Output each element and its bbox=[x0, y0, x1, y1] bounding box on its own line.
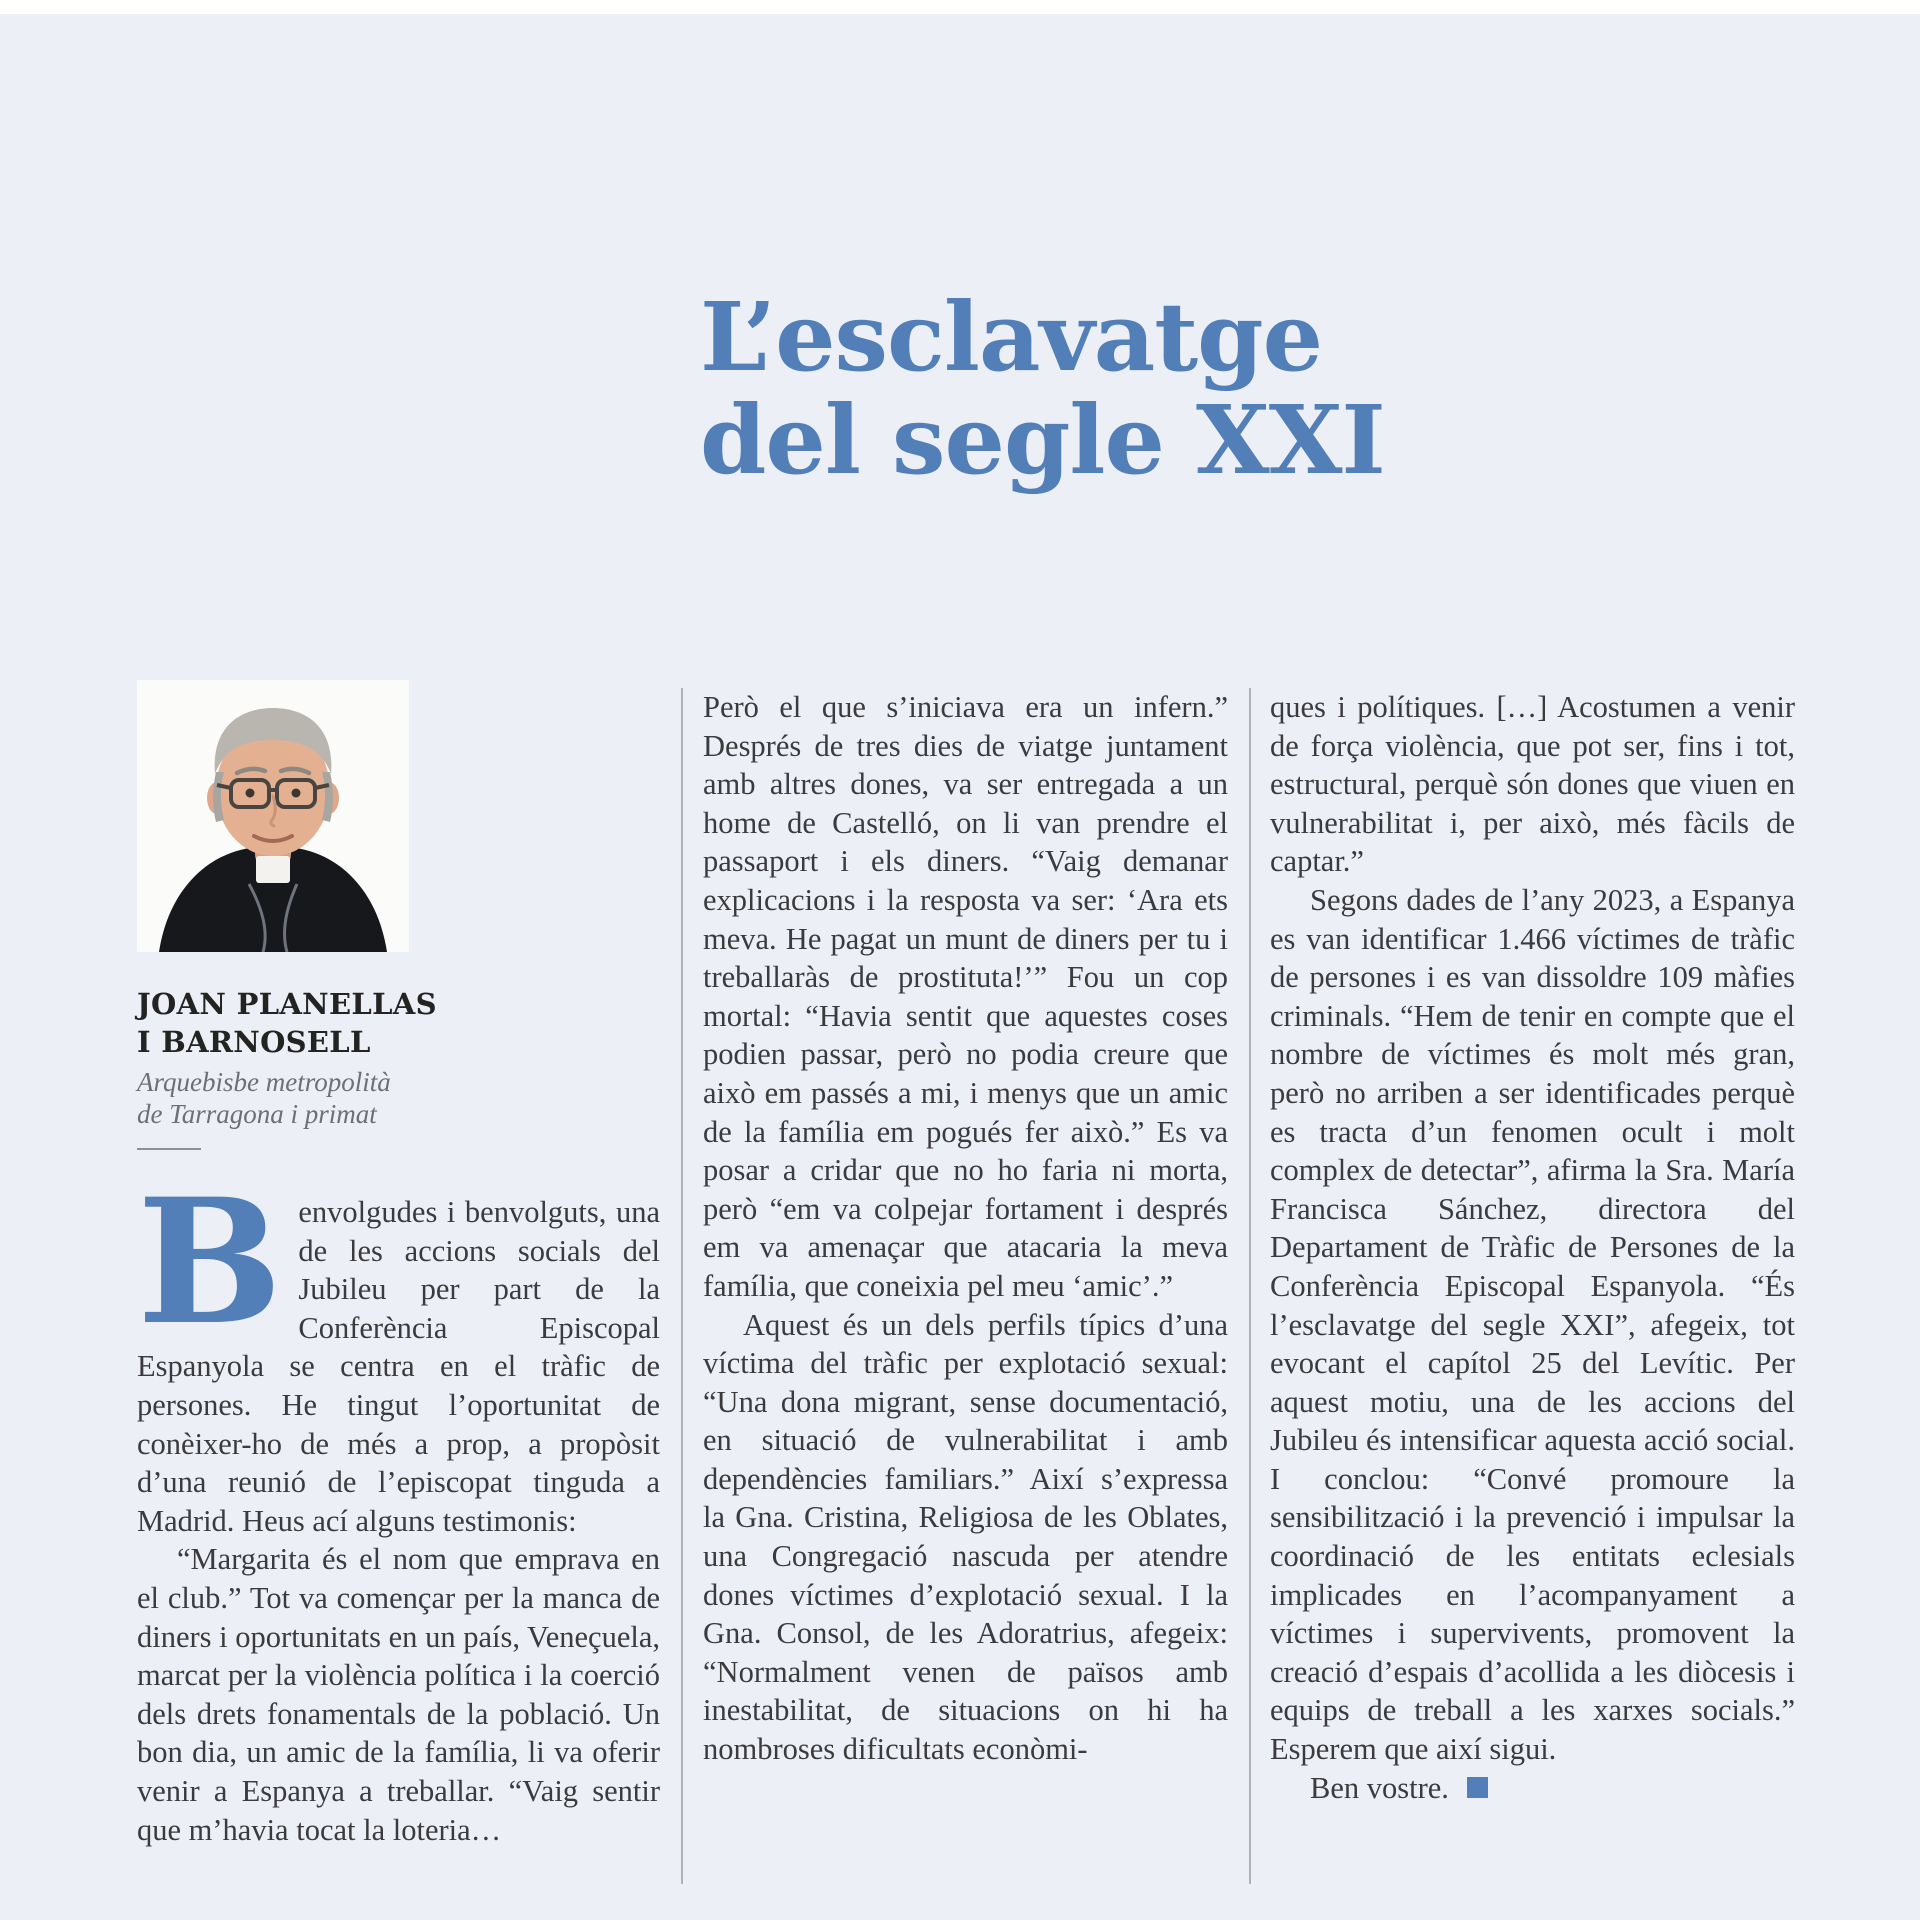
paragraph-testimony-start-text: “Margarita és el nom que emprava en el club.” Tot va començar per la manca de diners i oportunitats en un país, Veneçuela, marcat per la violència política i la coerció dels drets fonamentals de la població. Un bon dia, un amic de la família, li va oferir venir a Espanya a treballar. “Vaig sentir que m’havia tocat la loteria… bbox=[137, 1542, 660, 1847]
paragraph-victim-profile-text: Aquest és un dels perfils típics d’una víctima del tràfic per explotació sexual: “Una dona migrant, sense documentació, en situació de vulnerabilitat i amb dependències familiars.” Així s’expressa la Gna. Cristina, Religiosa de les Oblates, una Congregació nascuda per atendre dones víctimes d’explotació sexual. I la Gna. Consol, de les Adoratrius, afegeix: “Normalment venen de països amb inestabilitat, de situacions on hi ha nombroses dificultats econòmi- bbox=[703, 1307, 1228, 1767]
paragraph-opening-text: envolgudes i benvolguts, una de les accions socials del Jubileu per part de la Conferència Episcopal Espanyola se centra en el tràfic de persones. He tingut l’oportunitat de conèixer-ho de més a prop, a propòsit d’una reunió de l’episcopat tinguda a Madrid. Heus ací alguns testimonis: bbox=[137, 1195, 660, 1538]
author-role-line-1: Arquebisbe metropolità bbox=[137, 1067, 391, 1097]
article-column-1 bbox=[137, 1160, 660, 1849]
author-name-line-1: JOAN PLANELLAS bbox=[137, 987, 437, 1021]
article-column-2 bbox=[703, 688, 1228, 1769]
page-title-line-2: del segle XXI bbox=[700, 385, 1385, 497]
drop-cap-letter: B bbox=[137, 1160, 283, 1363]
paragraph-testimony-start bbox=[137, 1540, 660, 1849]
author-role bbox=[137, 1066, 660, 1130]
page-title bbox=[700, 281, 1385, 497]
signoff-line bbox=[1270, 1769, 1795, 1808]
paragraph-statistics-text: Segons dades de l’any 2023, a Espanya es van identificar 1.466 víctimes de tràfic de persones i es van dissoldre 109 màfies criminals. “Hem de tenir en compte que el nombre de víctimes és molt més gran, però no arriben a ser identificades perquè es tracta d’un fenomen ocult i molt complex de detectar”, afirma la Sra. María Francisca Sánchez, directora del Departament de Tràfic de Persones de la Conferència Episcopal Espanyola. “És l’esclavatge del segle XXI”, afegeix, tot evocant el capítol 25 del Levític. Per aquest motiu, una de les accions del Jubileu és intensificar aquesta acció social. I conclou: “Convé promoure la sensibilització i la prevenció i impulsar la coordinació de les entitats eclesials implicades en l’acompanyament a víctimes i supervivents, promovent la creació d’espais d’acollida a les diòcesis i equips de treball a les xarxes socials.” Esperem que així sigui. bbox=[1270, 882, 1795, 1767]
page-title-line-1: L’esclavatge bbox=[700, 281, 1323, 393]
author-name-line-2: I BARNOSELL bbox=[137, 1025, 371, 1059]
paragraph-statistics bbox=[1270, 881, 1795, 1769]
paragraph-testimony-continued bbox=[703, 688, 1228, 1306]
column-divider-1 bbox=[681, 688, 683, 1884]
paragraph-testimony-continued-text: Però el que s’iniciava era un infern.” Després de tres dies de viatge juntament amb altres dones, va ser entregada a un home de Castelló, on li van prendre el passaport i els diners. “Vaig demanar explicacions i la resposta va ser: ‘Ara ets meva. He pagat un munt de diners per tu i treballaràs de prostituta!’” Fou un cop mortal: “Havia sentit que aquestes coses podien passar, però no podia creure que això em passés a mi, i menys que un amic de la família em pogués fer això.” Es va posar a cridar que no ho faria ni morta, però “em va colpejar fortament i després em va amenaçar que atacaria la meva família, que coneixia pel meu ‘amic’.” bbox=[703, 690, 1228, 1303]
author-divider-rule bbox=[137, 1148, 201, 1150]
end-mark-icon bbox=[1467, 1777, 1488, 1798]
author-name bbox=[137, 985, 660, 1061]
signoff-text: Ben vostre. bbox=[1310, 1770, 1449, 1805]
paragraph-opening bbox=[137, 1160, 660, 1540]
paragraph-profile-continued bbox=[1270, 688, 1795, 881]
paragraph-profile-continued-text: ques i polítiques. […] Acostumen a venir de força violència, que pot ser, fins i tot, estructural, perquè són dones que viuen en vulnerabilitat i, per això, més fàcils de captar.” bbox=[1270, 690, 1795, 879]
author-role-line-2: de Tarragona i primat bbox=[137, 1099, 377, 1129]
author-photo bbox=[137, 680, 409, 952]
top-white-strip bbox=[0, 0, 1920, 14]
column-divider-2 bbox=[1249, 688, 1251, 1884]
author-column bbox=[137, 680, 660, 1849]
paragraph-victim-profile bbox=[703, 1306, 1228, 1769]
article-column-3 bbox=[1270, 688, 1795, 1807]
